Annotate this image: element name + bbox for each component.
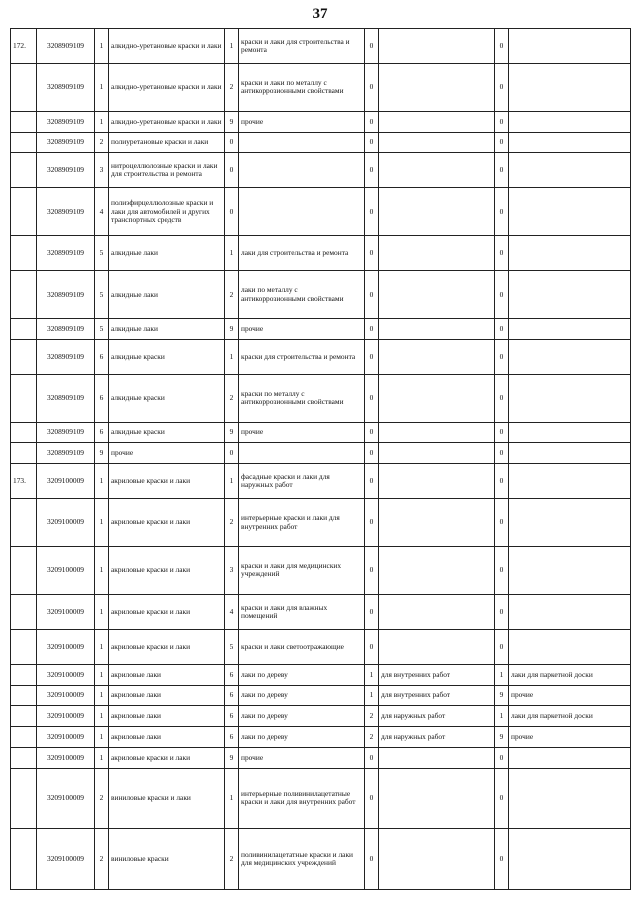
product-note — [509, 499, 631, 547]
digit-1: 1 — [95, 629, 109, 664]
digit-2: 0 — [225, 443, 239, 464]
table-row — [11, 499, 631, 547]
product-subtype — [379, 339, 495, 374]
digit-2: 1 — [225, 768, 239, 829]
table-row — [11, 111, 631, 132]
tn-ved-code: 3208909109 — [37, 443, 95, 464]
digit-1: 1 — [95, 747, 109, 768]
product-kind: нитроцеллюлозные краски и лаки для строительства и ремонта — [109, 153, 225, 188]
product-note — [509, 629, 631, 664]
digit-4: 0 — [495, 132, 509, 153]
product-purpose: краски и лаки по металлу с антикоррозионными свойствами — [239, 64, 365, 112]
row-number — [11, 706, 37, 727]
product-subtype: для внутренних работ — [379, 665, 495, 686]
row-number — [11, 64, 37, 112]
digit-3: 0 — [365, 111, 379, 132]
product-kind: алкидно-уретановые краски и лаки — [109, 64, 225, 112]
digit-4: 0 — [495, 547, 509, 595]
digit-3: 0 — [365, 339, 379, 374]
product-kind: виниловые краски — [109, 829, 225, 890]
digit-1: 5 — [95, 319, 109, 340]
product-note: лаки для паркетной доски — [509, 706, 631, 727]
product-kind: акриловые лаки — [109, 665, 225, 686]
tn-ved-code: 3208909109 — [37, 64, 95, 112]
digit-1: 1 — [95, 727, 109, 748]
digit-2: 6 — [225, 685, 239, 706]
row-number — [11, 594, 37, 629]
digit-2: 3 — [225, 547, 239, 595]
digit-4: 0 — [495, 188, 509, 236]
row-number — [11, 236, 37, 271]
digit-3: 0 — [365, 547, 379, 595]
digit-2: 2 — [225, 64, 239, 112]
digit-4: 0 — [495, 422, 509, 443]
product-kind: алкидные краски — [109, 339, 225, 374]
product-subtype — [379, 188, 495, 236]
digit-2: 2 — [225, 374, 239, 422]
digit-4: 1 — [495, 665, 509, 686]
table-row — [11, 747, 631, 768]
digit-3: 0 — [365, 188, 379, 236]
row-number — [11, 747, 37, 768]
digit-2: 0 — [225, 188, 239, 236]
row-number — [11, 422, 37, 443]
tn-ved-code: 3208909109 — [37, 271, 95, 319]
classification-table-wrap — [10, 28, 630, 890]
tn-ved-code: 3209100009 — [37, 706, 95, 727]
product-kind: полиэфирцеллюлозные краски и лаки для автомобилей и других транспортных средств — [109, 188, 225, 236]
table-row — [11, 594, 631, 629]
row-number — [11, 188, 37, 236]
table-row — [11, 153, 631, 188]
digit-1: 1 — [95, 64, 109, 112]
digit-4: 0 — [495, 499, 509, 547]
tn-ved-code: 3209100009 — [37, 747, 95, 768]
digit-3: 0 — [365, 464, 379, 499]
product-note — [509, 547, 631, 595]
product-kind: алкидные лаки — [109, 236, 225, 271]
product-purpose: прочие — [239, 422, 365, 443]
product-subtype — [379, 422, 495, 443]
digit-4: 1 — [495, 706, 509, 727]
table-body — [11, 29, 631, 890]
digit-3: 0 — [365, 153, 379, 188]
digit-4: 0 — [495, 829, 509, 890]
digit-3: 0 — [365, 443, 379, 464]
product-subtype — [379, 829, 495, 890]
product-note — [509, 271, 631, 319]
product-kind: акриловые краски и лаки — [109, 547, 225, 595]
row-number — [11, 829, 37, 890]
product-purpose: прочие — [239, 319, 365, 340]
table-row — [11, 685, 631, 706]
product-note — [509, 594, 631, 629]
product-kind: акриловые лаки — [109, 727, 225, 748]
digit-2: 2 — [225, 499, 239, 547]
product-purpose: фасадные краски и лаки для наружных работ — [239, 464, 365, 499]
product-purpose: краски и лаки для медицинских учреждений — [239, 547, 365, 595]
digit-3: 0 — [365, 768, 379, 829]
digit-3: 0 — [365, 64, 379, 112]
product-kind: алкидные лаки — [109, 319, 225, 340]
product-purpose: лаки для строительства и ремонта — [239, 236, 365, 271]
product-note — [509, 464, 631, 499]
digit-2: 1 — [225, 464, 239, 499]
table-row — [11, 188, 631, 236]
product-subtype — [379, 374, 495, 422]
digit-4: 0 — [495, 629, 509, 664]
digit-1: 9 — [95, 443, 109, 464]
digit-4: 0 — [495, 768, 509, 829]
table-row — [11, 547, 631, 595]
tn-ved-code: 3209100009 — [37, 665, 95, 686]
tn-ved-code: 3209100009 — [37, 499, 95, 547]
product-note — [509, 188, 631, 236]
digit-3: 0 — [365, 829, 379, 890]
digit-2: 1 — [225, 339, 239, 374]
digit-1: 2 — [95, 132, 109, 153]
tn-ved-code: 3209100009 — [37, 768, 95, 829]
product-purpose: лаки по дереву — [239, 685, 365, 706]
digit-4: 9 — [495, 727, 509, 748]
tn-ved-code: 3208909109 — [37, 188, 95, 236]
digit-2: 6 — [225, 706, 239, 727]
digit-3: 0 — [365, 747, 379, 768]
product-note: прочие — [509, 727, 631, 748]
digit-2: 6 — [225, 665, 239, 686]
digit-1: 1 — [95, 464, 109, 499]
product-purpose: лаки по металлу с антикоррозионными свойствами — [239, 271, 365, 319]
digit-3: 0 — [365, 236, 379, 271]
table-row — [11, 64, 631, 112]
product-purpose: интерьерные поливинилацетатные краски и лаки для внутренних работ — [239, 768, 365, 829]
digit-1: 5 — [95, 236, 109, 271]
digit-3: 0 — [365, 132, 379, 153]
digit-2: 5 — [225, 629, 239, 664]
digit-4: 0 — [495, 443, 509, 464]
product-kind: алкидно-уретановые краски и лаки — [109, 29, 225, 64]
table-row — [11, 29, 631, 64]
tn-ved-code: 3208909109 — [37, 153, 95, 188]
digit-4: 0 — [495, 153, 509, 188]
product-note — [509, 422, 631, 443]
product-subtype — [379, 747, 495, 768]
table-row — [11, 768, 631, 829]
product-kind: виниловые краски и лаки — [109, 768, 225, 829]
digit-1: 6 — [95, 422, 109, 443]
digit-2: 1 — [225, 236, 239, 271]
product-subtype: для наружных работ — [379, 727, 495, 748]
product-kind: алкидные краски — [109, 374, 225, 422]
product-note — [509, 153, 631, 188]
product-subtype — [379, 153, 495, 188]
digit-1: 1 — [95, 499, 109, 547]
digit-3: 0 — [365, 29, 379, 64]
digit-2: 0 — [225, 132, 239, 153]
product-kind: алкидные краски — [109, 422, 225, 443]
product-kind: акриловые краски и лаки — [109, 594, 225, 629]
table-row — [11, 665, 631, 686]
product-note — [509, 768, 631, 829]
digit-1: 1 — [95, 111, 109, 132]
digit-4: 0 — [495, 464, 509, 499]
row-number: 173. — [11, 464, 37, 499]
table-row — [11, 271, 631, 319]
product-subtype — [379, 443, 495, 464]
product-note — [509, 319, 631, 340]
digit-1: 1 — [95, 29, 109, 64]
product-note: лаки для паркетной доски — [509, 665, 631, 686]
digit-1: 4 — [95, 188, 109, 236]
tn-ved-code: 3208909109 — [37, 132, 95, 153]
digit-4: 0 — [495, 339, 509, 374]
product-note — [509, 236, 631, 271]
tn-ved-code: 3209100009 — [37, 464, 95, 499]
product-purpose: лаки по дереву — [239, 727, 365, 748]
table-row — [11, 443, 631, 464]
product-purpose: краски и лаки для влажных помещений — [239, 594, 365, 629]
product-kind: алкидно-уретановые краски и лаки — [109, 111, 225, 132]
product-note — [509, 829, 631, 890]
digit-3: 0 — [365, 629, 379, 664]
product-purpose: прочие — [239, 747, 365, 768]
product-purpose — [239, 153, 365, 188]
product-kind: прочие — [109, 443, 225, 464]
table-row — [11, 374, 631, 422]
product-purpose: поливинилацетатные краски и лаки для медицинских учреждений — [239, 829, 365, 890]
digit-2: 9 — [225, 111, 239, 132]
product-subtype — [379, 111, 495, 132]
digit-1: 6 — [95, 374, 109, 422]
digit-2: 2 — [225, 829, 239, 890]
product-purpose: прочие — [239, 111, 365, 132]
row-number — [11, 685, 37, 706]
row-number — [11, 629, 37, 664]
product-purpose: краски и лаки для строительства и ремонта — [239, 29, 365, 64]
row-number — [11, 443, 37, 464]
digit-1: 1 — [95, 594, 109, 629]
row-number — [11, 374, 37, 422]
digit-2: 1 — [225, 29, 239, 64]
digit-1: 1 — [95, 706, 109, 727]
product-purpose: краски для строительства и ремонта — [239, 339, 365, 374]
digit-2: 4 — [225, 594, 239, 629]
digit-1: 1 — [95, 685, 109, 706]
row-number — [11, 727, 37, 748]
digit-3: 0 — [365, 594, 379, 629]
tn-ved-code: 3209100009 — [37, 685, 95, 706]
product-kind: акриловые лаки — [109, 706, 225, 727]
digit-4: 9 — [495, 685, 509, 706]
product-kind: акриловые лаки — [109, 685, 225, 706]
digit-4: 0 — [495, 271, 509, 319]
digit-2: 0 — [225, 153, 239, 188]
digit-3: 1 — [365, 685, 379, 706]
digit-1: 2 — [95, 829, 109, 890]
product-kind: акриловые краски и лаки — [109, 499, 225, 547]
row-number — [11, 339, 37, 374]
product-subtype — [379, 132, 495, 153]
tn-ved-code: 3209100009 — [37, 594, 95, 629]
table-row — [11, 706, 631, 727]
product-subtype — [379, 547, 495, 595]
product-subtype — [379, 499, 495, 547]
digit-4: 0 — [495, 319, 509, 340]
tn-ved-code: 3209100009 — [37, 727, 95, 748]
digit-3: 0 — [365, 271, 379, 319]
digit-4: 0 — [495, 64, 509, 112]
page-number: 37 — [312, 6, 328, 22]
digit-2: 2 — [225, 271, 239, 319]
product-note — [509, 29, 631, 64]
row-number — [11, 111, 37, 132]
product-note — [509, 747, 631, 768]
digit-1: 2 — [95, 768, 109, 829]
product-purpose: лаки по дереву — [239, 665, 365, 686]
product-kind: акриловые краски и лаки — [109, 747, 225, 768]
product-note — [509, 111, 631, 132]
row-number — [11, 768, 37, 829]
table-row — [11, 236, 631, 271]
tn-ved-code: 3208909109 — [37, 422, 95, 443]
tn-ved-code: 3208909109 — [37, 319, 95, 340]
digit-3: 0 — [365, 374, 379, 422]
product-purpose: краски по металлу с антикоррозионными свойствами — [239, 374, 365, 422]
digit-4: 0 — [495, 747, 509, 768]
tn-ved-code: 3209100009 — [37, 829, 95, 890]
table-row — [11, 422, 631, 443]
product-kind: акриловые краски и лаки — [109, 464, 225, 499]
product-subtype — [379, 64, 495, 112]
digit-1: 1 — [95, 665, 109, 686]
product-note — [509, 132, 631, 153]
digit-3: 2 — [365, 706, 379, 727]
product-note: прочие — [509, 685, 631, 706]
tn-ved-code: 3208909109 — [37, 29, 95, 64]
digit-4: 0 — [495, 236, 509, 271]
row-number — [11, 153, 37, 188]
row-number — [11, 132, 37, 153]
table-row — [11, 319, 631, 340]
product-subtype — [379, 594, 495, 629]
digit-2: 9 — [225, 319, 239, 340]
tn-ved-code: 3208909109 — [37, 236, 95, 271]
product-subtype: для внутренних работ — [379, 685, 495, 706]
digit-1: 3 — [95, 153, 109, 188]
product-note — [509, 443, 631, 464]
digit-2: 6 — [225, 727, 239, 748]
product-purpose — [239, 443, 365, 464]
row-number — [11, 271, 37, 319]
digit-1: 5 — [95, 271, 109, 319]
product-purpose: интерьерные краски и лаки для внутренних работ — [239, 499, 365, 547]
product-subtype — [379, 629, 495, 664]
digit-2: 9 — [225, 422, 239, 443]
digit-4: 0 — [495, 594, 509, 629]
product-kind: алкидные лаки — [109, 271, 225, 319]
tn-ved-code: 3209100009 — [37, 629, 95, 664]
product-purpose — [239, 132, 365, 153]
digit-3: 0 — [365, 319, 379, 340]
row-number — [11, 665, 37, 686]
row-number — [11, 499, 37, 547]
row-number — [11, 547, 37, 595]
product-note — [509, 64, 631, 112]
product-subtype — [379, 271, 495, 319]
tn-ved-code: 3208909109 — [37, 339, 95, 374]
product-subtype — [379, 464, 495, 499]
digit-2: 9 — [225, 747, 239, 768]
table-row — [11, 629, 631, 664]
product-purpose: лаки по дереву — [239, 706, 365, 727]
digit-3: 2 — [365, 727, 379, 748]
product-subtype: для наружных работ — [379, 706, 495, 727]
product-subtype — [379, 768, 495, 829]
digit-4: 0 — [495, 374, 509, 422]
product-subtype — [379, 29, 495, 64]
tn-ved-code: 3208909109 — [37, 374, 95, 422]
row-number: 172. — [11, 29, 37, 64]
product-subtype — [379, 319, 495, 340]
row-number — [11, 319, 37, 340]
digit-4: 0 — [495, 111, 509, 132]
digit-3: 1 — [365, 665, 379, 686]
digit-3: 0 — [365, 499, 379, 547]
product-note — [509, 339, 631, 374]
table-row — [11, 339, 631, 374]
digit-4: 0 — [495, 29, 509, 64]
table-row — [11, 727, 631, 748]
classification-table — [10, 28, 631, 890]
product-kind: акриловые краски и лаки — [109, 629, 225, 664]
product-kind: полиуретановые краски и лаки — [109, 132, 225, 153]
tn-ved-code: 3208909109 — [37, 111, 95, 132]
digit-1: 6 — [95, 339, 109, 374]
table-row — [11, 829, 631, 890]
digit-1: 1 — [95, 547, 109, 595]
product-note — [509, 374, 631, 422]
product-purpose: краски и лаки светоотражающие — [239, 629, 365, 664]
product-purpose — [239, 188, 365, 236]
digit-3: 0 — [365, 422, 379, 443]
table-row — [11, 464, 631, 499]
tn-ved-code: 3209100009 — [37, 547, 95, 595]
product-subtype — [379, 236, 495, 271]
table-row — [11, 132, 631, 153]
